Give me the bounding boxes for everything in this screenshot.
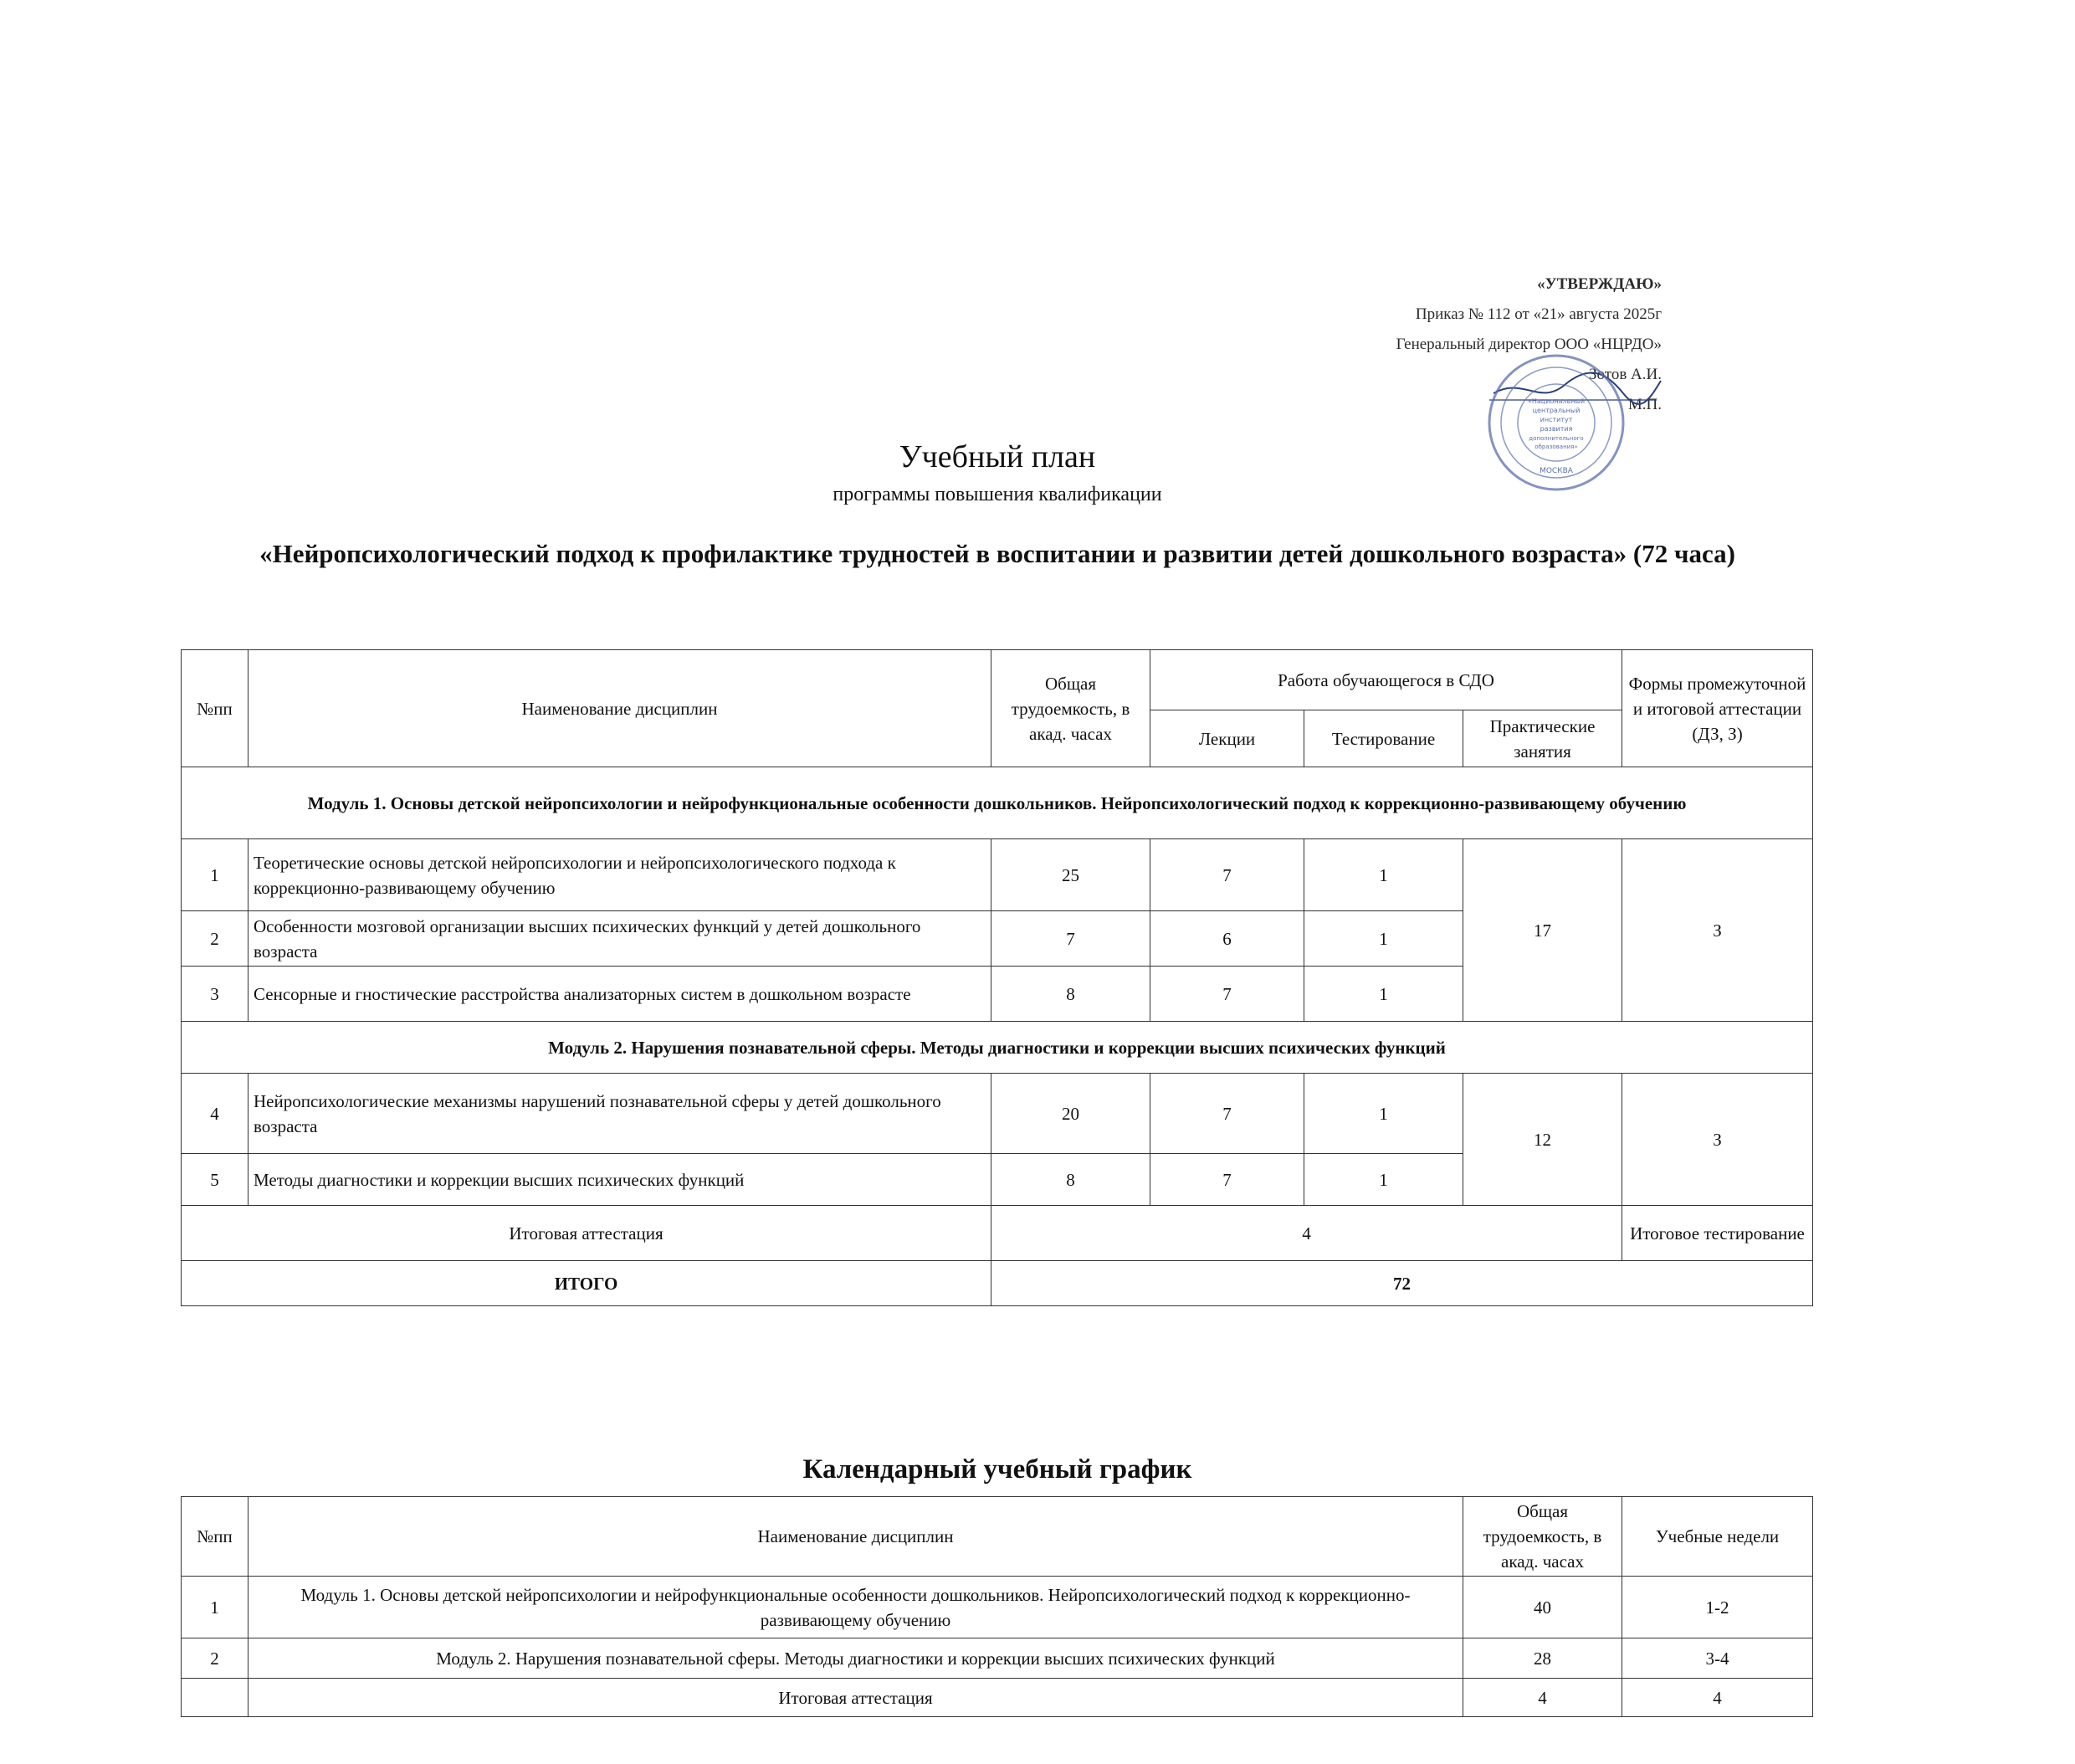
svg-text:развития: развития (1540, 425, 1573, 433)
row-weeks: 3-4 (1622, 1638, 1813, 1679)
row-num: 2 (182, 1638, 248, 1679)
row-total: 8 (991, 967, 1150, 1022)
row-total: 7 (991, 911, 1150, 967)
row-lectures: 6 (1150, 911, 1304, 967)
svg-text:институт: институт (1540, 416, 1573, 423)
module-row (182, 767, 1813, 839)
final-label: Итоговая аттестация (182, 1206, 991, 1261)
row-total: 8 (991, 1154, 1150, 1206)
final-form: Итоговое тестирование (1622, 1206, 1813, 1261)
calendar-table (181, 1496, 1813, 1717)
header-num: №пп (182, 650, 248, 767)
row-name: Модуль 1. Основы детской нейропсихологии и нейрофункциональные особенности дошкольников. Нейропсихологический подход к коррекционно-развивающему обучению (248, 1577, 1463, 1638)
cal-header-weeks: Учебные недели (1622, 1497, 1813, 1577)
header-testing: Тестирование (1304, 710, 1463, 767)
approval-seal-mark: М.П. (1627, 396, 1662, 413)
row-name: Особенности мозговой организации высших психических функций у детей дошкольного возраста (248, 911, 991, 967)
row-num: 1 (182, 839, 248, 911)
total-hours: 72 (991, 1261, 1813, 1306)
row-name: Нейропсихологические механизмы нарушений познавательной сферы у детей дошкольного возраста (248, 1074, 991, 1154)
svg-text:МОСКВА: МОСКВА (1540, 467, 1573, 475)
row-weeks: 1-2 (1622, 1577, 1813, 1638)
row-name: Теоретические основы детской нейропсихологии и нейропсихологического подхода к коррекционно-развивающему обучению (248, 839, 991, 911)
approval-title: «УТВЕРЖДАЮ» (1537, 275, 1662, 293)
calendar-title: Календарный учебный график (802, 1454, 1192, 1485)
header-forms: Формы промежуточной и итоговой аттестации (ДЗ, З) (1622, 650, 1813, 767)
row-total: 25 (991, 839, 1150, 911)
row-num: 3 (182, 967, 248, 1022)
module-2-form: З (1622, 1074, 1813, 1206)
row-testing: 1 (1304, 839, 1463, 911)
approval-director: Генеральный директор ООО «НЦРДО» (1396, 336, 1662, 353)
row-lectures: 7 (1150, 839, 1304, 911)
final-attestation-row (182, 1206, 1813, 1261)
row-testing: 1 (1304, 911, 1463, 967)
svg-text:образования»: образования» (1534, 444, 1578, 450)
final-hours: 4 (991, 1206, 1622, 1261)
module-1-title: Модуль 1. Основы детской нейропсихологии и нейрофункциональные особенности дошкольников. Нейропсихологический подход к коррекционно-развивающему обучению (182, 767, 1813, 839)
table-header-row (182, 1497, 1813, 1577)
table-row (182, 1679, 1813, 1717)
row-num: 5 (182, 1154, 248, 1206)
page-subtitle: программы повышения квалификации (833, 484, 1162, 505)
header-work: Работа обучающегося в СДО (1150, 650, 1622, 710)
svg-text:центральный: центральный (1532, 407, 1581, 414)
svg-text:«Национальный: «Национальный (1527, 397, 1586, 405)
table-row (182, 1577, 1813, 1638)
row-lectures: 7 (1150, 1154, 1304, 1206)
svg-text:дополнительного: дополнительного (1529, 435, 1584, 442)
row-total: 40 (1463, 1577, 1622, 1638)
cal-header-num: №пп (182, 1497, 248, 1577)
row-lectures: 7 (1150, 967, 1304, 1022)
row-name: Модуль 2. Нарушения познавательной сферы. Методы диагностики и коррекции высших психических функций (248, 1638, 1463, 1679)
row-num: 1 (182, 1577, 248, 1638)
total-row (182, 1261, 1813, 1306)
cal-header-name: Наименование дисциплин (248, 1497, 1463, 1577)
row-testing: 1 (1304, 967, 1463, 1022)
approval-name: Зотов А.И. (1589, 366, 1662, 383)
approval-order: Приказ № 112 от «21» августа 2025г (1415, 305, 1662, 323)
header-total: Общая трудоемкость, в акад. часах (991, 650, 1150, 767)
module-1-form: З (1622, 839, 1813, 1022)
row-total: 20 (991, 1074, 1150, 1154)
row-name: Методы диагностики и коррекции высших психических функций (248, 1154, 991, 1206)
module-2-title: Модуль 2. Нарушения познавательной сферы. Методы диагностики и коррекции высших психических функций (182, 1022, 1813, 1074)
row-weeks: 4 (1622, 1679, 1813, 1717)
module-2-practice: 12 (1463, 1074, 1622, 1206)
row-num: 2 (182, 911, 248, 967)
total-label: ИТОГО (182, 1261, 991, 1306)
table-header-row (182, 650, 1813, 710)
row-testing: 1 (1304, 1074, 1463, 1154)
page-title: Учебный план (899, 439, 1096, 474)
module-row (182, 1022, 1813, 1074)
header-lectures: Лекции (1150, 710, 1304, 767)
row-lectures: 7 (1150, 1074, 1304, 1154)
row-num: 4 (182, 1074, 248, 1154)
row-name: Итоговая аттестация (248, 1679, 1463, 1717)
header-practice: Практические занятия (1463, 710, 1622, 767)
module-1-practice: 17 (1463, 839, 1622, 1022)
row-total: 28 (1463, 1638, 1622, 1679)
program-title: «Нейропсихологический подход к профилактике трудностей в воспитании и развитии детей дошкольного возраста» (72 часа) (259, 539, 1735, 568)
row-testing: 1 (1304, 1154, 1463, 1206)
header-name: Наименование дисциплин (248, 650, 991, 767)
curriculum-table (181, 649, 1813, 1306)
table-row (182, 1638, 1813, 1679)
row-num (182, 1679, 248, 1717)
row-name: Сенсорные и гностические расстройства анализаторных систем в дошкольном возрасте (248, 967, 991, 1022)
cal-header-total: Общая трудоемкость, в акад. часах (1463, 1497, 1622, 1577)
row-total: 4 (1463, 1679, 1622, 1717)
table-row (182, 839, 1813, 911)
table-row (182, 1074, 1813, 1154)
